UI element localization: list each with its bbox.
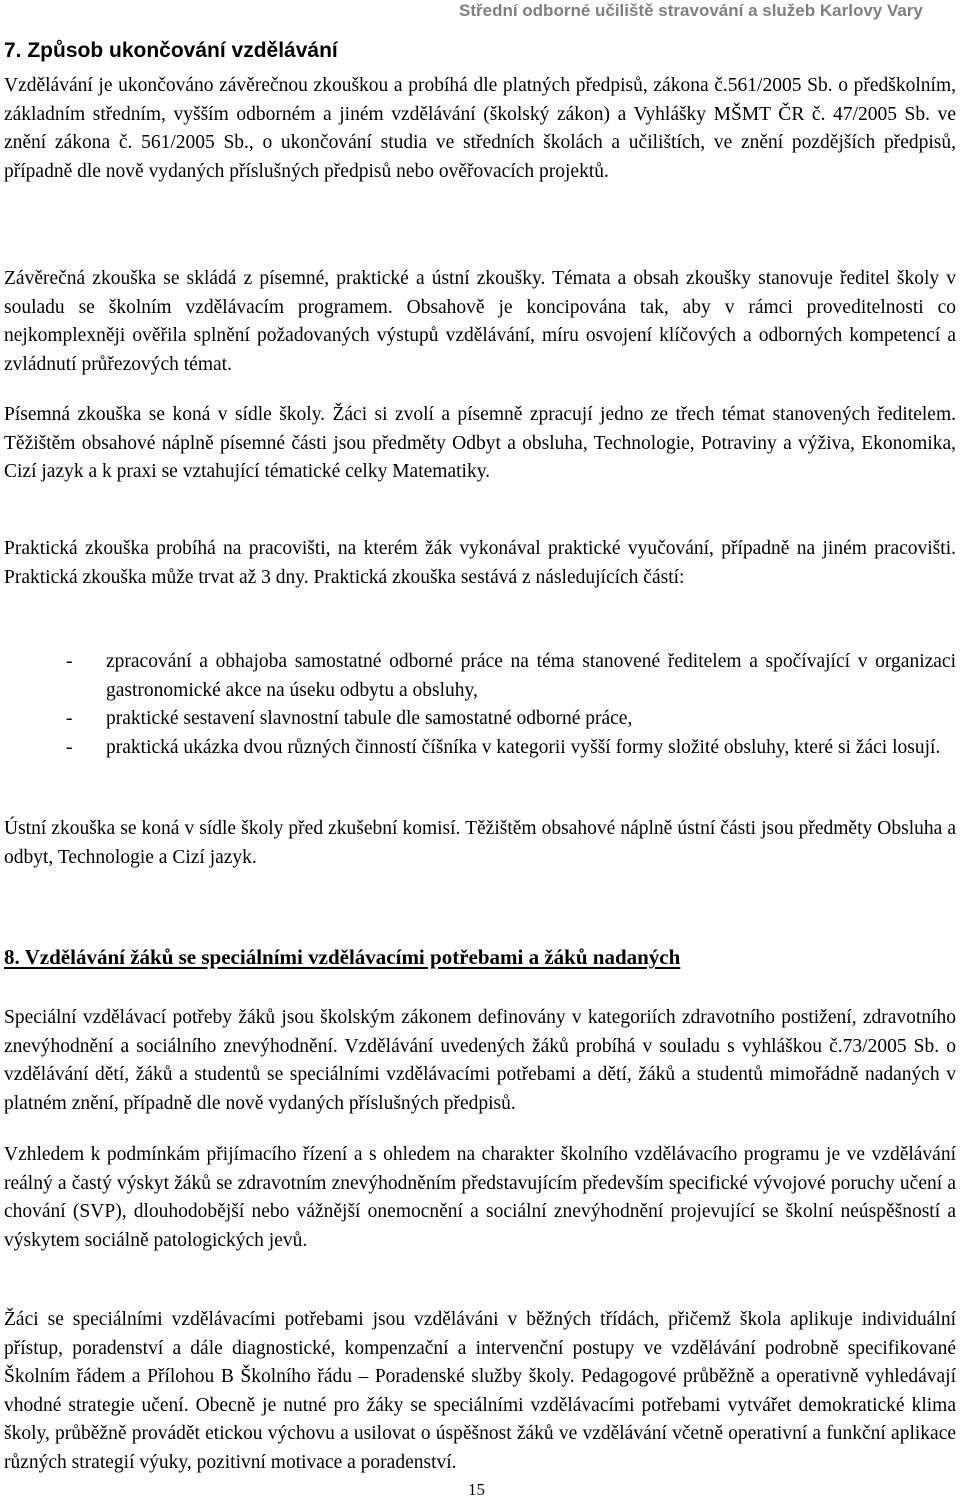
- list-item: [4, 734, 956, 763]
- practical-exam-parts-list: [4, 648, 956, 762]
- section-7-paragraph-2: Závěrečná zkouška se skládá z písemné, praktické a ústní zkoušky. Témata a obsah zkoušky stanovuje ředitel školy v souladu se školním vzdělávacím programem. Obsahově je koncipována tak, aby v rámci proveditelnosti co nejkomplexněji ověřila splnění požadovaných výstupů vzdělávání, míru osvojení klíčových a odborných kompetencí a zvládnutí průřezových témat.: [4, 268, 956, 375]
- page-number: 15: [468, 1480, 485, 1499]
- section-8-paragraph-3: Žáci se speciálními vzdělávacími potřebami jsou vzděláváni v běžných třídách, přičemž škola aplikuje individuální přístup, poradenství a dále diagnostické, kompenzační a intervenční postupy ve vzdělávání podrobně specifikované Školním řádem a Přílohou B Školního řádu – Poradenské služby školy. Pedagogové průběžně a operativně vyhledávají vhodné strategie učení. Obecně je nutné pro žáky se speciálními vzdělávacími potřebami vytvářet demokratické klima školy, průběžně provádět etickou výchovu a usilovat o úspěšnost žáků ve vzdělávání včetně operativní a funkční aplikace různých strategií výuky, pozitivní motivace a poradenství.: [4, 1309, 956, 1473]
- list-item: [4, 705, 956, 734]
- section-8-paragraph-2: Vzhledem k podmínkám přijímacího řízení a s ohledem na charakter školního vzdělávacího programu je ve vzdělávání reálný a častý výskyt žáků se zdravotním znevýhodněním představujícím především specifické vývojové poruchy učení a chování (SVP), dlouhodobější nebo vážnější onemocnění a sociální znevýhodnění projevující se školní neúspěšností a výskytem sociálně patologických jevů.: [4, 1144, 956, 1251]
- section-7-paragraph-3: Písemná zkouška se koná v sídle školy. Žáci si zvolí a písemně zpracují jedno ze třech témat stanovených ředitelem. Těžištěm obsahové náplně písemné části jsou předměty Odbyt a obsluha, Technologie, Potraviny a výživa, Ekonomika, Cizí jazyk a k praxi se vztahující tématické celky Matematiky.: [4, 404, 956, 483]
- section-8-paragraph-1: Speciální vzdělávací potřeby žáků jsou školským zákonem definovány v kategoriích zdravotního postižení, zdravotního znevýhodnění a sociálního znevýhodnění. Vzdělávání uvedených žáků probíhá v souladu s vyhláškou č.73/2005 Sb. o vzdělávání dětí, žáků a studentů se speciálními vzdělávacími potřebami a dětí, žáků a studentů mimořádně nadaných v platném znění, případně dle nově vydaných příslušných předpisů.: [4, 1007, 956, 1114]
- section-7-heading: 7. Způsob ukončování vzdělávání: [4, 39, 338, 62]
- list-dash: -: [66, 736, 73, 758]
- list-dash: -: [66, 651, 73, 672]
- running-header: Střední odborné učiliště stravování a služeb Karlovy Vary: [459, 1, 923, 20]
- section-7-paragraph-5: Ústní zkouška se koná v sídle školy před zkušební komisí. Těžištěm obsahové náplně ústní části jsou předměty Obsluha a odbyt, Technologie a Cizí jazyk.: [4, 818, 956, 868]
- list-item-text: zpracování a obhajoba samostatné odborné práce na téma stanovené ředitelem a spočívající v organizaci gastronomické akce na úseku odbytu a obsluhy,: [106, 651, 956, 701]
- section-8-heading: 8. Vzdělávání žáků se speciálními vzdělávacími potřebami a žáků nadaných: [4, 945, 681, 969]
- list-item-text: praktická ukázka dvou různých činností číšníka v kategorii vyšší formy složité obsluhy, které si žáci losují.: [106, 736, 941, 758]
- section-7-paragraph-4: Praktická zkouška probíhá na pracovišti, na kterém žák vykonával praktické vyučování, případně na jiném pracovišti. Praktická zkouška může trvat až 3 dny. Praktická zkouška sestává z následujících částí:: [4, 538, 956, 588]
- list-item: [4, 648, 956, 705]
- section-7-paragraph-1: Vzdělávání je ukončováno závěrečnou zkouškou a probíhá dle platných předpisů, zákona č.561/2005 Sb. o předškolním, základním středním, vyšším odborném a jiném vzdělávání (školský zákon) a Vyhlášky MŠMT ČR č. 47/2005 Sb. ve znění zákona č. 561/2005 Sb., o ukončování studia ve středních školách a učilištích, ve znění pozdějších předpisů, případně dle nově vydaných příslušných předpisů nebo ověřovacích projektů.: [4, 75, 956, 182]
- list-dash: -: [66, 708, 73, 730]
- list-item-text: praktické sestavení slavnostní tabule dle samostatné odborné práce,: [106, 708, 633, 730]
